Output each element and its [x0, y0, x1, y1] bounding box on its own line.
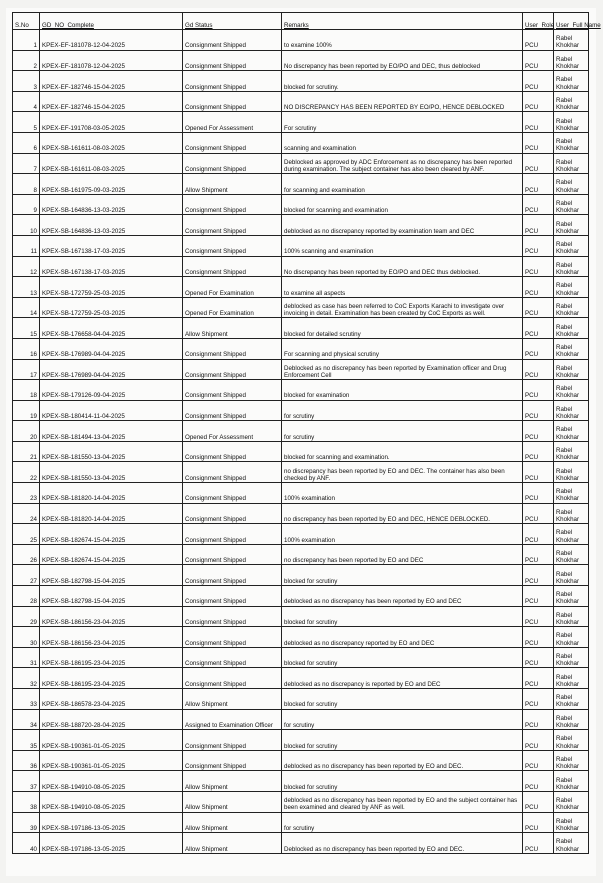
cell-gd-status: Consignment Shipped [183, 730, 282, 751]
header-gd-no: GD_NO_Complete [40, 13, 183, 30]
table-row [13, 627, 589, 648]
table-row [13, 544, 589, 565]
cell-gd-no: KPEX-SB-164836-13-03-2025 [40, 215, 183, 236]
cell-user-role: PCU [523, 544, 554, 565]
cell-gd-status: Consignment Shipped [183, 235, 282, 256]
cell-remarks: 100% examination [282, 483, 523, 504]
cell-gd-status: Consignment Shipped [183, 483, 282, 504]
cell-gd-no: KPEX-SB-194910-08-05-2025 [40, 791, 183, 812]
cell-user-full-name: Rabel Khokhar [554, 338, 589, 359]
cell-remarks: for scrutiny [282, 709, 523, 730]
cell-gd-status: Consignment Shipped [183, 153, 282, 174]
table-row [13, 380, 589, 401]
cell-remarks: no discrepancy has been reported by EO and DEC, HENCE DEBLOCKED. [282, 503, 523, 524]
cell-sno: 32 [13, 668, 40, 689]
cell-remarks: for scanning and examination [282, 174, 523, 195]
cell-sno: 39 [13, 812, 40, 833]
header-remarks: Remarks [282, 13, 523, 30]
table-row [13, 791, 589, 812]
cell-gd-no: KPEX-SB-181494-13-04-2025 [40, 421, 183, 442]
table-row [13, 153, 589, 174]
scanned-document [6, 8, 601, 876]
cell-remarks: blocked for detailed scrutiny [282, 318, 523, 339]
cell-gd-no: KPEX-SB-179126-09-04-2025 [40, 380, 183, 401]
cell-user-full-name: Rabel Khokhar [554, 709, 589, 730]
cell-user-role: PCU [523, 421, 554, 442]
cell-sno: 30 [13, 627, 40, 648]
cell-sno: 3 [13, 71, 40, 92]
cell-gd-status: Consignment Shipped [183, 91, 282, 112]
cell-gd-status: Allow Shipment [183, 812, 282, 833]
cell-sno: 11 [13, 235, 40, 256]
cell-remarks: for scrutiny [282, 421, 523, 442]
cell-user-role: PCU [523, 771, 554, 792]
cell-user-full-name: Rabel Khokhar [554, 627, 589, 648]
cell-sno: 22 [13, 462, 40, 483]
cell-sno: 5 [13, 112, 40, 133]
cell-gd-no: KPEX-SB-164836-13-03-2025 [40, 194, 183, 215]
cell-gd-no: KPEX-SB-186195-23-04-2025 [40, 668, 183, 689]
cell-user-full-name: Rabel Khokhar [554, 771, 589, 792]
cell-sno: 23 [13, 483, 40, 504]
cell-remarks: deblocked as no discrepancy is reported by EO and DEC [282, 668, 523, 689]
cell-gd-no: KPEX-EF-182746-15-04-2025 [40, 91, 183, 112]
cell-user-full-name: Rabel Khokhar [554, 606, 589, 627]
cell-user-full-name: Rabel Khokhar [554, 833, 589, 854]
cell-sno: 15 [13, 318, 40, 339]
cell-sno: 2 [13, 50, 40, 71]
cell-user-full-name: Rabel Khokhar [554, 174, 589, 195]
table-row [13, 235, 589, 256]
cell-user-full-name: Rabel Khokhar [554, 544, 589, 565]
cell-user-role: PCU [523, 174, 554, 195]
table-row [13, 586, 589, 607]
cell-user-role: PCU [523, 750, 554, 771]
cell-sno: 29 [13, 606, 40, 627]
cell-user-role: PCU [523, 524, 554, 545]
cell-user-role: PCU [523, 668, 554, 689]
cell-sno: 7 [13, 153, 40, 174]
cell-user-full-name: Rabel Khokhar [554, 503, 589, 524]
table-row [13, 297, 589, 318]
cell-remarks: Deblocked as approved by ADC Enforcement as no discrepancy has been reported during examination. The subject container has also been cleared by ANF. [282, 153, 523, 174]
cell-gd-no: KPEX-SB-181820-14-04-2025 [40, 483, 183, 504]
cell-gd-status: Consignment Shipped [183, 380, 282, 401]
cell-user-role: PCU [523, 400, 554, 421]
table-row [13, 606, 589, 627]
cell-remarks: deblocked as no discrepancy has been reported by EO and DEC [282, 586, 523, 607]
cell-user-full-name: Rabel Khokhar [554, 235, 589, 256]
cell-gd-status: Consignment Shipped [183, 627, 282, 648]
cell-user-role: PCU [523, 235, 554, 256]
cell-sno: 28 [13, 586, 40, 607]
cell-gd-status: Allow Shipment [183, 833, 282, 854]
cell-gd-status: Allow Shipment [183, 174, 282, 195]
cell-sno: 27 [13, 565, 40, 586]
cell-user-role: PCU [523, 132, 554, 153]
cell-user-full-name: Rabel Khokhar [554, 565, 589, 586]
cell-user-role: PCU [523, 606, 554, 627]
cell-user-role: PCU [523, 689, 554, 710]
cell-user-role: PCU [523, 441, 554, 462]
cell-gd-no: KPEX-SB-182798-15-04-2025 [40, 565, 183, 586]
cell-gd-status: Consignment Shipped [183, 750, 282, 771]
cell-remarks: for scrutiny [282, 400, 523, 421]
cell-remarks: blocked for examination [282, 380, 523, 401]
cell-gd-no: KPEX-SB-182674-15-04-2025 [40, 524, 183, 545]
table-row [13, 50, 589, 71]
table-row [13, 503, 589, 524]
cell-user-role: PCU [523, 709, 554, 730]
table-row [13, 112, 589, 133]
table-row [13, 730, 589, 751]
table-row [13, 750, 589, 771]
table-row [13, 689, 589, 710]
cell-gd-status: Opened For Examination [183, 297, 282, 318]
cell-user-full-name: Rabel Khokhar [554, 318, 589, 339]
cell-user-role: PCU [523, 730, 554, 751]
cell-gd-no: KPEX-EF-181078-12-04-2025 [40, 50, 183, 71]
cell-remarks: deblocked as no discrepancy has been reported by EO and the subject container has been examined and cleared by ANF as well. [282, 791, 523, 812]
cell-gd-no: KPEX-EF-181078-12-04-2025 [40, 30, 183, 51]
cell-gd-status: Consignment Shipped [183, 462, 282, 483]
cell-remarks: to examine 100% [282, 30, 523, 51]
cell-user-full-name: Rabel Khokhar [554, 750, 589, 771]
header-row [13, 13, 589, 30]
cell-user-full-name: Rabel Khokhar [554, 462, 589, 483]
cell-gd-status: Consignment Shipped [183, 668, 282, 689]
cell-gd-status: Consignment Shipped [183, 50, 282, 71]
cell-remarks: NO DISCREPANCY HAS BEEN REPORTED BY EO/PO, HENCE DEBLOCKED [282, 91, 523, 112]
cell-gd-status: Consignment Shipped [183, 132, 282, 153]
cell-gd-status: Consignment Shipped [183, 400, 282, 421]
cell-gd-status: Opened For Assessment [183, 421, 282, 442]
cell-remarks: to examine all aspects [282, 277, 523, 298]
cell-remarks: No discrepancy has been reported by EO/PO and DEC, thus deblocked [282, 50, 523, 71]
cell-gd-no: KPEX-SB-182798-15-04-2025 [40, 586, 183, 607]
cell-user-full-name: Rabel Khokhar [554, 400, 589, 421]
cell-user-role: PCU [523, 215, 554, 236]
table-row [13, 709, 589, 730]
cell-gd-status: Allow Shipment [183, 771, 282, 792]
cell-user-full-name: Rabel Khokhar [554, 277, 589, 298]
cell-sno: 10 [13, 215, 40, 236]
cell-remarks: blocked for scanning and examination. [282, 441, 523, 462]
cell-sno: 35 [13, 730, 40, 751]
cell-gd-no: KPEX-SB-161975-09-03-2025 [40, 174, 183, 195]
cell-user-full-name: Rabel Khokhar [554, 359, 589, 380]
cell-user-full-name: Rabel Khokhar [554, 297, 589, 318]
cell-gd-status: Consignment Shipped [183, 71, 282, 92]
cell-user-role: PCU [523, 50, 554, 71]
cell-remarks: for scrutiny [282, 812, 523, 833]
cell-sno: 24 [13, 503, 40, 524]
cell-gd-no: KPEX-SB-161611-08-03-2025 [40, 153, 183, 174]
cell-gd-no: KPEX-SB-180414-11-04-2025 [40, 400, 183, 421]
cell-user-role: PCU [523, 30, 554, 51]
cell-user-role: PCU [523, 812, 554, 833]
cell-gd-no: KPEX-EF-191708-03-05-2025 [40, 112, 183, 133]
cell-gd-no: KPEX-SB-190361-01-05-2025 [40, 750, 183, 771]
cell-user-role: PCU [523, 277, 554, 298]
table-row [13, 483, 589, 504]
cell-user-full-name: Rabel Khokhar [554, 483, 589, 504]
cell-remarks: 100% examination [282, 524, 523, 545]
cell-user-role: PCU [523, 791, 554, 812]
table-row [13, 91, 589, 112]
cell-gd-no: KPEX-SB-161611-08-03-2025 [40, 132, 183, 153]
cell-gd-no: KPEX-SB-186156-23-04-2025 [40, 627, 183, 648]
table-row [13, 71, 589, 92]
cell-user-full-name: Rabel Khokhar [554, 30, 589, 51]
cell-remarks: no discrepancy has been reported by EO and DEC [282, 544, 523, 565]
cell-user-role: PCU [523, 338, 554, 359]
cell-remarks: blocked for scanning and examination [282, 194, 523, 215]
cell-user-full-name: Rabel Khokhar [554, 50, 589, 71]
cell-sno: 17 [13, 359, 40, 380]
cell-remarks: deblocked as no discrepancy reported by EO and DEC [282, 627, 523, 648]
cell-sno: 20 [13, 421, 40, 442]
cell-user-full-name: Rabel Khokhar [554, 215, 589, 236]
cell-sno: 12 [13, 256, 40, 277]
cell-user-full-name: Rabel Khokhar [554, 380, 589, 401]
cell-user-full-name: Rabel Khokhar [554, 441, 589, 462]
cell-sno: 16 [13, 338, 40, 359]
cell-gd-status: Consignment Shipped [183, 586, 282, 607]
cell-sno: 14 [13, 297, 40, 318]
cell-gd-no: KPEX-SB-186156-23-04-2025 [40, 606, 183, 627]
cell-gd-no: KPEX-SB-190361-01-05-2025 [40, 730, 183, 751]
cell-remarks: deblocked as no discrepancy reported by examination team and DEC [282, 215, 523, 236]
cell-gd-status: Allow Shipment [183, 689, 282, 710]
table-row [13, 30, 589, 51]
cell-gd-status: Consignment Shipped [183, 359, 282, 380]
cell-user-role: PCU [523, 627, 554, 648]
cell-gd-status: Consignment Shipped [183, 338, 282, 359]
header-sno: S.No [13, 13, 40, 30]
cell-remarks: scanning and examination [282, 132, 523, 153]
cell-gd-no: KPEX-SB-172759-25-03-2025 [40, 277, 183, 298]
cell-user-role: PCU [523, 462, 554, 483]
cell-gd-status: Assigned to Examination Officer [183, 709, 282, 730]
cell-sno: 8 [13, 174, 40, 195]
cell-user-role: PCU [523, 297, 554, 318]
cell-gd-no: KPEX-SB-197186-13-05-2025 [40, 833, 183, 854]
cell-remarks: deblocked as no discrepancy has been reported by EO and DEC. [282, 750, 523, 771]
cell-user-role: PCU [523, 503, 554, 524]
cell-remarks: deblocked as case has been referred to CoC Exports Karachi to investigate over invoicing in detail. Examination has been created by CoC Exports as well. [282, 297, 523, 318]
cell-gd-no: KPEX-SB-176989-04-04-2025 [40, 359, 183, 380]
cell-gd-no: KPEX-SB-186578-23-04-2025 [40, 689, 183, 710]
table-row [13, 647, 589, 668]
cell-sno: 33 [13, 689, 40, 710]
cell-remarks: blocked for scrutiny. [282, 71, 523, 92]
cell-user-full-name: Rabel Khokhar [554, 524, 589, 545]
cell-remarks: blocked for scrutiny [282, 606, 523, 627]
cell-user-full-name: Rabel Khokhar [554, 194, 589, 215]
cell-gd-no: KPEX-EF-182746-15-04-2025 [40, 71, 183, 92]
cell-user-full-name: Rabel Khokhar [554, 421, 589, 442]
cell-gd-status: Consignment Shipped [183, 194, 282, 215]
cell-user-role: PCU [523, 380, 554, 401]
header-user-full-name: User_Full Name [554, 13, 589, 30]
cell-gd-no: KPEX-SB-167138-17-03-2025 [40, 256, 183, 277]
cell-user-role: PCU [523, 565, 554, 586]
cell-user-role: PCU [523, 112, 554, 133]
cell-gd-no: KPEX-SB-176989-04-04-2025 [40, 338, 183, 359]
cell-gd-status: Consignment Shipped [183, 30, 282, 51]
cell-remarks: No discrepancy has been reported by EO/PO and DEC thus deblocked. [282, 256, 523, 277]
cell-gd-status: Allow Shipment [183, 791, 282, 812]
cell-user-role: PCU [523, 256, 554, 277]
header-gd-status: Gd Status [183, 13, 282, 30]
cell-gd-no: KPEX-SB-181820-14-04-2025 [40, 503, 183, 524]
cell-sno: 25 [13, 524, 40, 545]
cell-user-role: PCU [523, 833, 554, 854]
table-row [13, 441, 589, 462]
cell-user-role: PCU [523, 194, 554, 215]
cell-user-full-name: Rabel Khokhar [554, 689, 589, 710]
table-row [13, 359, 589, 380]
cell-gd-status: Consignment Shipped [183, 215, 282, 236]
cell-sno: 26 [13, 544, 40, 565]
cell-gd-no: KPEX-SB-182674-15-04-2025 [40, 544, 183, 565]
cell-user-full-name: Rabel Khokhar [554, 153, 589, 174]
table-row [13, 833, 589, 854]
cell-sno: 4 [13, 91, 40, 112]
cell-user-role: PCU [523, 647, 554, 668]
cell-user-role: PCU [523, 318, 554, 339]
cell-gd-no: KPEX-SB-197186-13-05-2025 [40, 812, 183, 833]
table-row [13, 318, 589, 339]
cell-sno: 13 [13, 277, 40, 298]
table-row [13, 256, 589, 277]
cell-sno: 1 [13, 30, 40, 51]
cell-gd-status: Consignment Shipped [183, 524, 282, 545]
table-row [13, 668, 589, 689]
table-row [13, 174, 589, 195]
cell-user-full-name: Rabel Khokhar [554, 132, 589, 153]
cell-sno: 9 [13, 194, 40, 215]
header-user-role: User_Role [523, 13, 554, 30]
table-row [13, 400, 589, 421]
cell-user-full-name: Rabel Khokhar [554, 112, 589, 133]
cell-remarks: Deblocked as no discrepancy has been reported by EO and DEC. [282, 833, 523, 854]
cell-gd-status: Opened For Examination [183, 277, 282, 298]
cell-user-full-name: Rabel Khokhar [554, 812, 589, 833]
cell-sno: 37 [13, 771, 40, 792]
cell-sno: 36 [13, 750, 40, 771]
cell-remarks: For scanning and physical scrutiny [282, 338, 523, 359]
cell-user-role: PCU [523, 91, 554, 112]
cell-remarks: blocked for scrutiny [282, 771, 523, 792]
cell-sno: 21 [13, 441, 40, 462]
cell-remarks: blocked for scrutiny [282, 689, 523, 710]
cell-remarks: Deblocked as no discrepancy has been reported by Examination officer and Drug Enforcement Cell [282, 359, 523, 380]
table-row [13, 277, 589, 298]
cell-gd-no: KPEX-SB-186195-23-04-2025 [40, 647, 183, 668]
table-row [13, 338, 589, 359]
cell-gd-no: KPEX-SB-176658-04-04-2025 [40, 318, 183, 339]
cell-user-role: PCU [523, 71, 554, 92]
table-row [13, 771, 589, 792]
table-row [13, 215, 589, 236]
cell-user-full-name: Rabel Khokhar [554, 668, 589, 689]
cell-gd-status: Consignment Shipped [183, 647, 282, 668]
cell-gd-no: KPEX-SB-167138-17-03-2025 [40, 235, 183, 256]
cell-user-full-name: Rabel Khokhar [554, 586, 589, 607]
gd-records-table [12, 12, 601, 854]
cell-gd-no: KPEX-SB-172759-25-03-2025 [40, 297, 183, 318]
cell-gd-status: Consignment Shipped [183, 441, 282, 462]
cell-gd-status: Consignment Shipped [183, 606, 282, 627]
table-row [13, 565, 589, 586]
cell-remarks: blocked for scrutiny [282, 730, 523, 751]
table-row [13, 194, 589, 215]
cell-user-full-name: Rabel Khokhar [554, 730, 589, 751]
cell-gd-status: Consignment Shipped [183, 565, 282, 586]
cell-gd-status: Opened For Assessment [183, 112, 282, 133]
cell-sno: 40 [13, 833, 40, 854]
table-row [13, 812, 589, 833]
cell-sno: 18 [13, 380, 40, 401]
table-body [13, 30, 589, 854]
cell-sno: 34 [13, 709, 40, 730]
cell-gd-status: Consignment Shipped [183, 544, 282, 565]
cell-user-role: PCU [523, 586, 554, 607]
cell-gd-status: Consignment Shipped [183, 503, 282, 524]
cell-sno: 6 [13, 132, 40, 153]
cell-remarks: 100% scanning and examination [282, 235, 523, 256]
cell-gd-status: Allow Shipment [183, 318, 282, 339]
table-row [13, 421, 589, 442]
table-row [13, 462, 589, 483]
cell-gd-no: KPEX-SB-188720-28-04-2025 [40, 709, 183, 730]
cell-user-full-name: Rabel Khokhar [554, 647, 589, 668]
cell-gd-no: KPEX-SB-194910-08-05-2025 [40, 771, 183, 792]
cell-user-full-name: Rabel Khokhar [554, 91, 589, 112]
cell-user-full-name: Rabel Khokhar [554, 71, 589, 92]
table-row [13, 132, 589, 153]
cell-gd-status: Consignment Shipped [183, 256, 282, 277]
cell-user-role: PCU [523, 359, 554, 380]
cell-user-role: PCU [523, 483, 554, 504]
cell-user-full-name: Rabel Khokhar [554, 256, 589, 277]
cell-sno: 38 [13, 791, 40, 812]
cell-remarks: For scrutiny [282, 112, 523, 133]
cell-user-role: PCU [523, 153, 554, 174]
table-row [13, 524, 589, 545]
cell-remarks: blocked for scrutiny [282, 565, 523, 586]
cell-remarks: no discrepancy has been reported by EO and DEC. The container has also been checked by ANF. [282, 462, 523, 483]
cell-remarks: blocked for scrutiny [282, 647, 523, 668]
cell-sno: 19 [13, 400, 40, 421]
cell-sno: 31 [13, 647, 40, 668]
cell-gd-no: KPEX-SB-181550-13-04-2025 [40, 441, 183, 462]
cell-user-full-name: Rabel Khokhar [554, 791, 589, 812]
cell-gd-no: KPEX-SB-181550-13-04-2025 [40, 462, 183, 483]
